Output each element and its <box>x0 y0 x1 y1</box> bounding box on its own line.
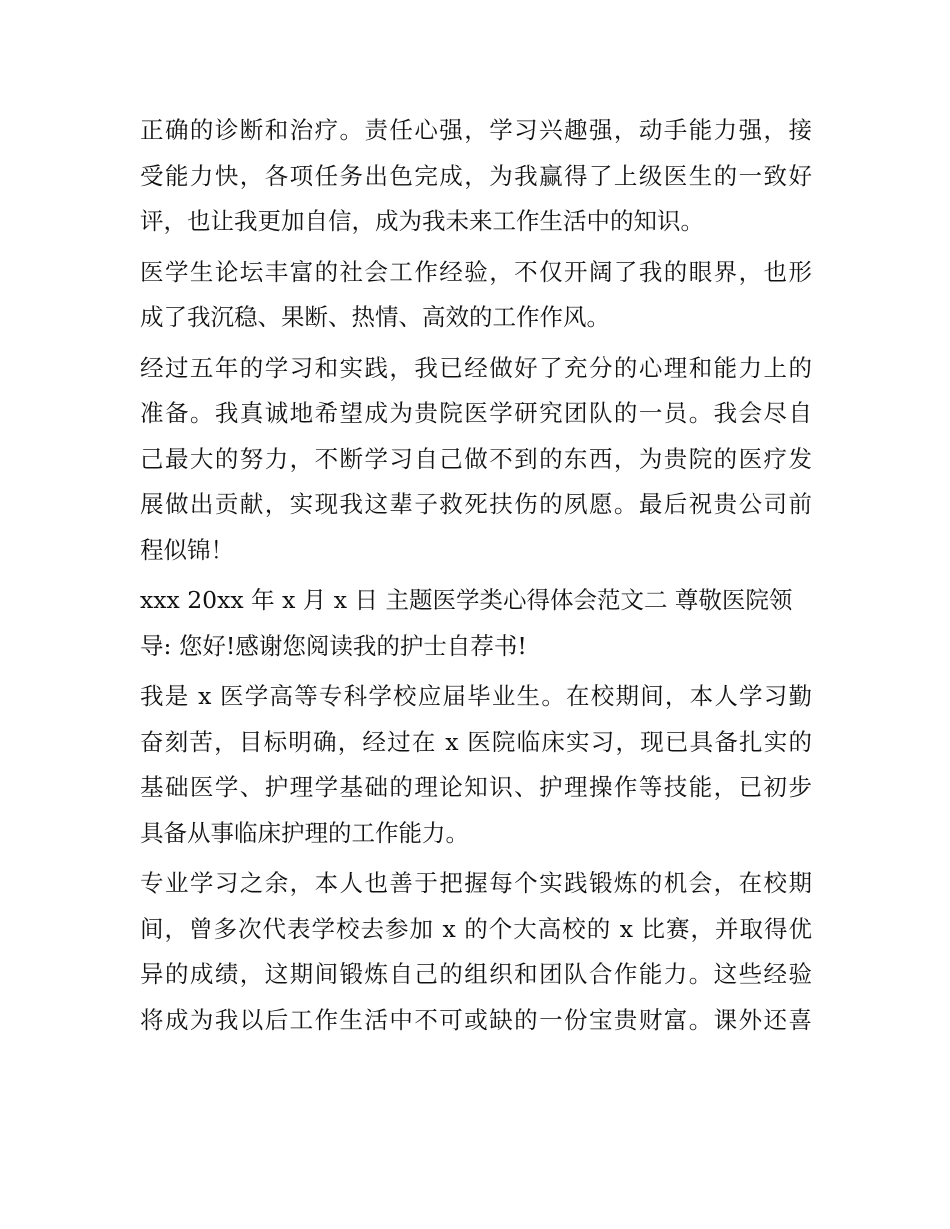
text-line: 受能力快，各项任务出色完成，为我赢得了上级医生的一致好 <box>140 161 812 190</box>
text-line: 展做出贡献，实现我这辈子救死扶伤的夙愿。最后祝贵公司前 <box>140 490 812 518</box>
paragraph-1 <box>140 108 812 245</box>
paragraph-5 <box>140 674 812 856</box>
text-line: 经过五年的学习和实践，我已经做好了充分的心理和能力上的 <box>140 353 812 382</box>
text-line: 正确的诊断和治疗。责任心强，学习兴趣强，动手能力强，接 <box>140 116 812 144</box>
text-line: 基础医学、护理学基础的理论知识、护理操作等技能，已初步 <box>140 773 812 801</box>
paragraph-4 <box>140 578 812 669</box>
text-line: 程似锦！ <box>140 535 234 564</box>
paragraph-3 <box>140 346 812 574</box>
text-line: 我是 x 医学高等专科学校应届毕业生。在校期间，本人学习勤 <box>140 682 812 710</box>
text-line: xxx 20xx 年 x 月 x 日 主题医学类心得体会范文二 尊敬医院领 <box>140 586 793 614</box>
paragraph-6 <box>140 861 812 1043</box>
text-line: 己最大的努力，不断学习自己做不到的东西，为贵院的医疗发 <box>140 444 812 473</box>
text-line: 奋刻苦，目标明确，经过在 x 医院临床实习，现已具备扎实的 <box>140 727 812 756</box>
text-line: 异的成绩，这期间锻炼自己的组织和团队合作能力。这些经验 <box>140 960 812 988</box>
text-line: 准备。我真诚地希望成为贵院医学研究团队的一员。我会尽自 <box>140 399 812 427</box>
text-line: 具备从事临床护理的工作能力。 <box>140 818 469 847</box>
text-line: 导: 您好!感谢您阅读我的护士自荐书! <box>140 631 527 660</box>
text-line: 将成为我以后工作生活中不可或缺的一份宝贵财富。课外还喜 <box>140 1005 812 1034</box>
text-line: 间，曾多次代表学校去参加 x 的个大高校的 x 比赛，并取得优 <box>140 914 812 943</box>
paragraph-2 <box>140 250 812 341</box>
text-line: 医学生论坛丰富的社会工作经验，不仅开阔了我的眼界，也形 <box>140 257 812 286</box>
text-line: 成了我沉稳、果断、热情、高效的工作作风。 <box>140 303 610 331</box>
text-line: 专业学习之余，本人也善于把握每个实践锻炼的机会，在校期 <box>140 869 812 897</box>
text-line: 评，也让我更加自信，成为我未来工作生活中的知识。 <box>140 207 704 235</box>
document-body <box>140 108 812 1048</box>
